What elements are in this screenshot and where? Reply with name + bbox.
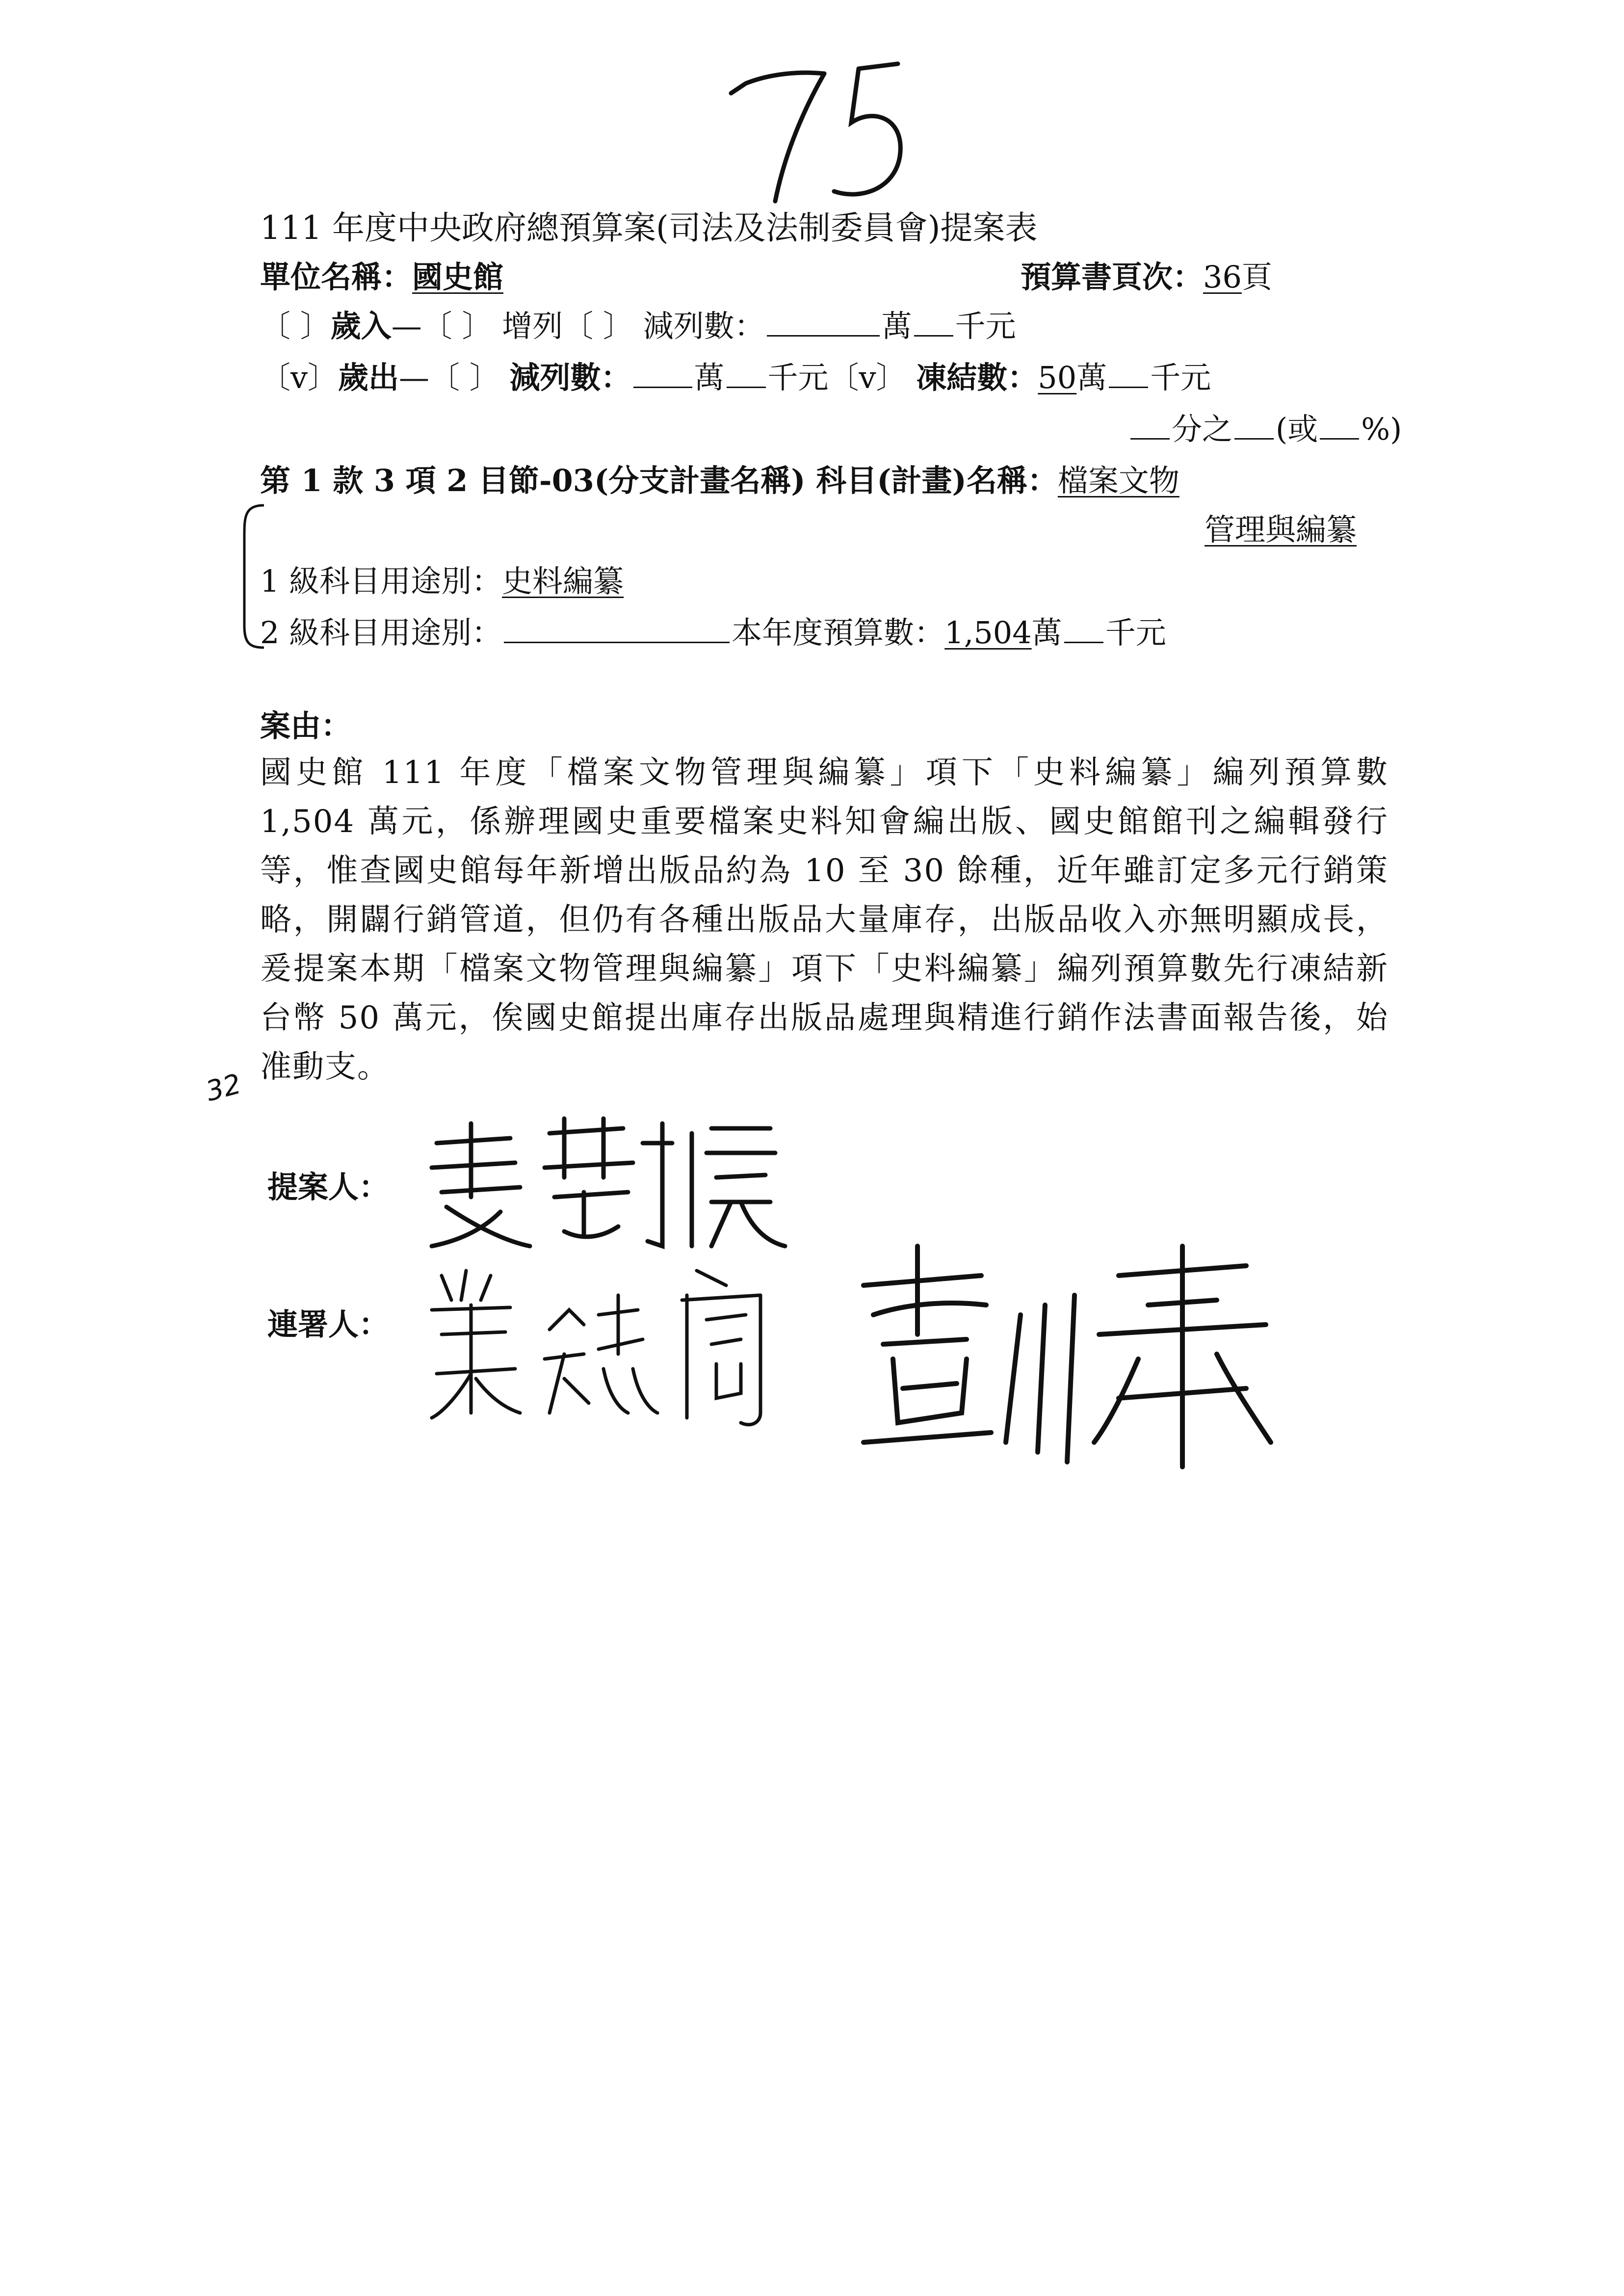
revenue-checkbox: 〔 〕	[260, 308, 331, 344]
revenue-qian-blank	[914, 308, 953, 337]
revenue-line	[260, 307, 1016, 346]
form-title: 111 年度中央政府總預算案(司法及法制委員會)提案表	[260, 209, 1038, 247]
cosigner-signature-1	[422, 1256, 805, 1433]
fraction-part2: (或	[1276, 411, 1318, 447]
budget-page-value: 36	[1203, 259, 1242, 295]
fraction-blank-2	[1234, 411, 1274, 440]
unit-line	[260, 258, 548, 297]
budget-page-label: 預算書頁次：	[1021, 259, 1204, 295]
budget-page-line	[1021, 258, 1272, 297]
cosigner-label: 連署人：	[267, 1306, 390, 1342]
revenue-dash: —	[391, 308, 422, 344]
unit-value: 國史館	[412, 259, 504, 295]
fraction-blank-1	[1130, 411, 1170, 440]
unit-label: 單位名稱：	[260, 259, 413, 295]
proposer-signature	[417, 1114, 790, 1261]
subject-label: 第 1 款 3 項 2 目節-03(分支計畫名稱) 科目(計畫)名稱：	[260, 463, 1058, 498]
increase-label: 增列	[502, 308, 563, 344]
budget-qian-blank	[1064, 614, 1103, 643]
cosigner-signature-2	[844, 1236, 1285, 1482]
revenue-label: 歲入	[330, 308, 392, 344]
decrease-label: 減列數：	[643, 308, 765, 344]
handwritten-page-number	[711, 54, 917, 216]
fraction-blank-3	[1320, 411, 1359, 440]
reason-body: 國史館 111 年度「檔案文物管理與編纂」項下「史料編纂」編列預算數 1,504 萬元，係辦理國史重要檔案史料知會編出版、國史館館刊之編輯發行等，惟查國史館每年新增出版品約為 10 至 30 餘種，近年雖訂定多元行銷策略，開闢行銷管道，但仍有各種出版品大量庫存，出版品收入亦無明顯成長，爰提案本期「檔案文物管理與編纂」項下「史料編纂」編列預算數先行凍結新台幣 50 萬元，俟國史館提出庫存出版品處理與精進行銷作法書面報告後，始准動支。	[260, 755, 1388, 1085]
budget-amount-value: 1,504	[944, 615, 1032, 651]
decrease-checkbox: 〔 〕	[563, 308, 633, 344]
fraction-part3: %)	[1361, 411, 1402, 447]
budget-qian-unit: 千元	[1105, 615, 1166, 651]
revenue-wan-unit: 萬	[881, 308, 912, 344]
level2-label: 2 級科目用途別：	[260, 615, 502, 651]
margin-note: 32	[202, 1068, 245, 1108]
subject-value-1: 檔案文物	[1057, 463, 1179, 498]
subject-line-2	[1205, 510, 1357, 549]
fraction-part1: 分之	[1172, 411, 1233, 447]
expenditure-label: 歲出	[338, 360, 399, 395]
budget-amount-label: 本年度預算數：	[732, 615, 945, 651]
fraction-line	[1128, 410, 1402, 449]
expenditure-line	[260, 358, 1211, 397]
freeze-label: 凍結數：	[916, 360, 1038, 395]
level2-line	[260, 613, 1166, 652]
reason-heading: 案由：	[260, 708, 352, 744]
freeze-checkbox: 〔v〕	[828, 360, 907, 395]
level1-label: 1 級科目用途別：	[260, 563, 502, 599]
revenue-wan-blank	[767, 308, 880, 337]
subject-value-2: 管理與編纂	[1205, 512, 1357, 548]
level2-blank	[504, 614, 730, 643]
expenditure-wan-blank	[633, 359, 692, 388]
expenditure-qian-blank	[727, 359, 766, 388]
proposer-label: 提案人：	[267, 1169, 390, 1205]
expenditure-decrease-checkbox: 〔 〕	[429, 360, 500, 395]
increase-checkbox: 〔 〕	[421, 308, 493, 344]
budget-page-suffix: 頁	[1241, 259, 1272, 295]
revenue-qian-unit: 千元	[955, 308, 1016, 344]
expenditure-wan-unit: 萬	[694, 360, 725, 395]
expenditure-dash: —	[399, 360, 430, 395]
budget-wan-unit: 萬	[1031, 615, 1062, 651]
freeze-qian-blank	[1109, 359, 1148, 388]
expenditure-decrease-label: 減列數：	[509, 360, 631, 395]
level1-value: 史料編纂	[502, 563, 624, 599]
freeze-qian-unit: 千元	[1150, 360, 1211, 395]
expenditure-qian-unit: 千元	[767, 360, 829, 395]
freeze-value: 50	[1038, 360, 1077, 395]
freeze-wan-unit: 萬	[1076, 360, 1107, 395]
level1-line	[260, 562, 624, 601]
subject-line	[260, 461, 1179, 500]
expenditure-checkbox: 〔v〕	[260, 360, 339, 395]
